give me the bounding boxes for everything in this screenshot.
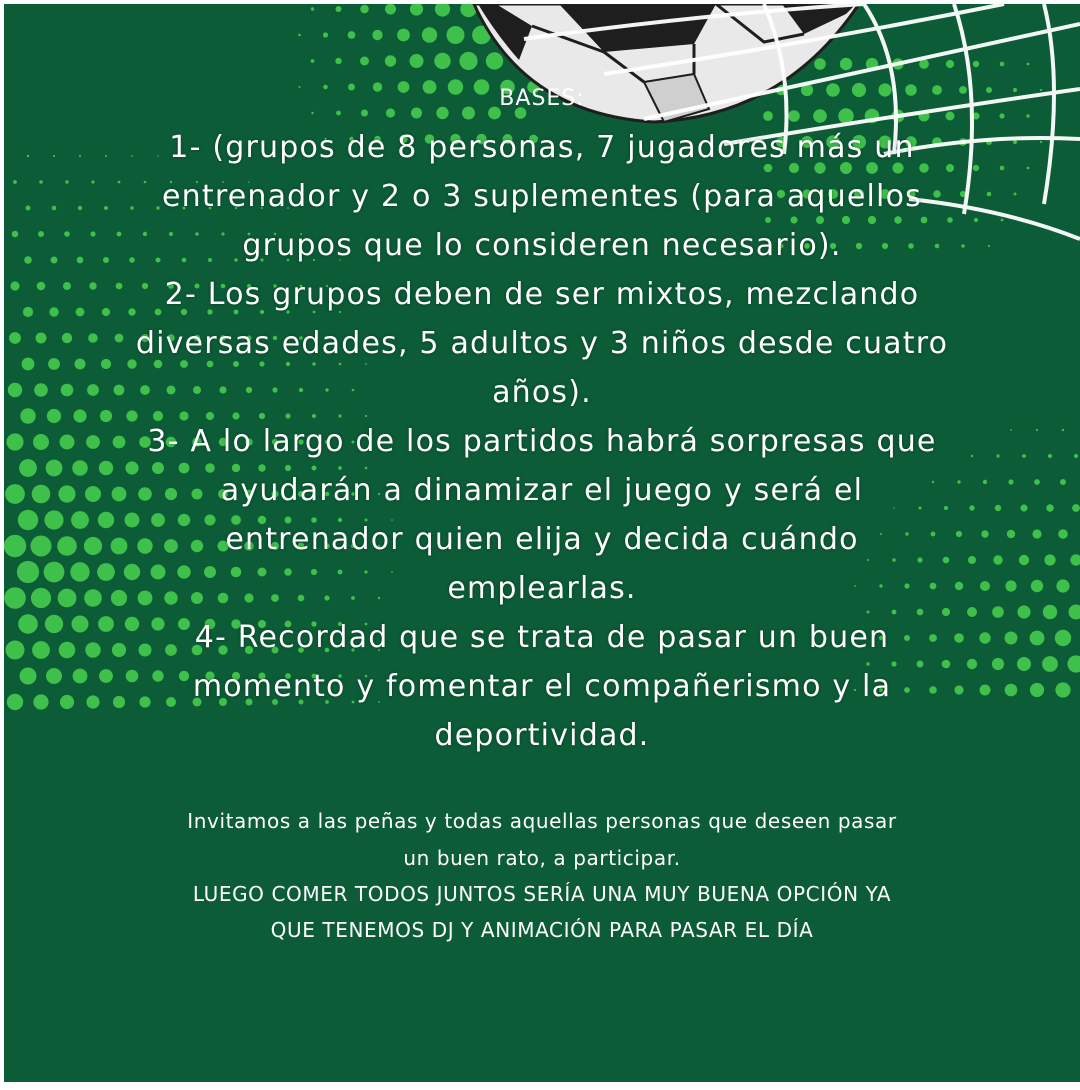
bases-title: BASES:: [499, 86, 585, 111]
rule-line: 4- Recordad que se trata de pasar un buen: [194, 620, 890, 655]
rule-line: ayudarán a dinamizar el juego y será el: [220, 473, 864, 508]
invitation-line: Invitamos a las peñas y todas aquellas personas que deseen pasar: [187, 809, 897, 833]
rule-line: entrenador y 2 o 3 suplementes (para aquellos: [162, 179, 922, 214]
rule-line: emplearlas.: [447, 571, 637, 606]
rule-line: momento y fomentar el compañerismo y la: [192, 669, 892, 704]
invitation-line: un buen rato, a participar.: [403, 846, 681, 870]
rule-line: deportividad.: [434, 718, 650, 753]
lunch-line: QUE TENEMOS DJ Y ANIMACIÓN PARA PASAR EL DÍA: [270, 918, 814, 942]
poster-text: [4, 4, 1080, 1082]
rule-line: diversas edades, 5 adultos y 3 niños desde cuatro: [135, 326, 949, 361]
event-poster: [4, 4, 1080, 1082]
rule-line: 2- Los grupos deben de ser mixtos, mezclando: [164, 277, 920, 312]
rule-line: 3- A lo largo de los partidos habrá sorpresas que: [147, 424, 937, 459]
lunch-line: LUEGO COMER TODOS JUNTOS SERÍA UNA MUY BUENA OPCIÓN YA: [192, 882, 892, 906]
rule-line: 1- (grupos de 8 personas, 7 jugadores más un: [169, 130, 915, 165]
rule-line: entrenador quien elija y decida cuándo: [225, 522, 859, 557]
rule-line: años).: [492, 375, 592, 410]
rule-line: grupos que lo consideren necesario).: [242, 228, 842, 263]
